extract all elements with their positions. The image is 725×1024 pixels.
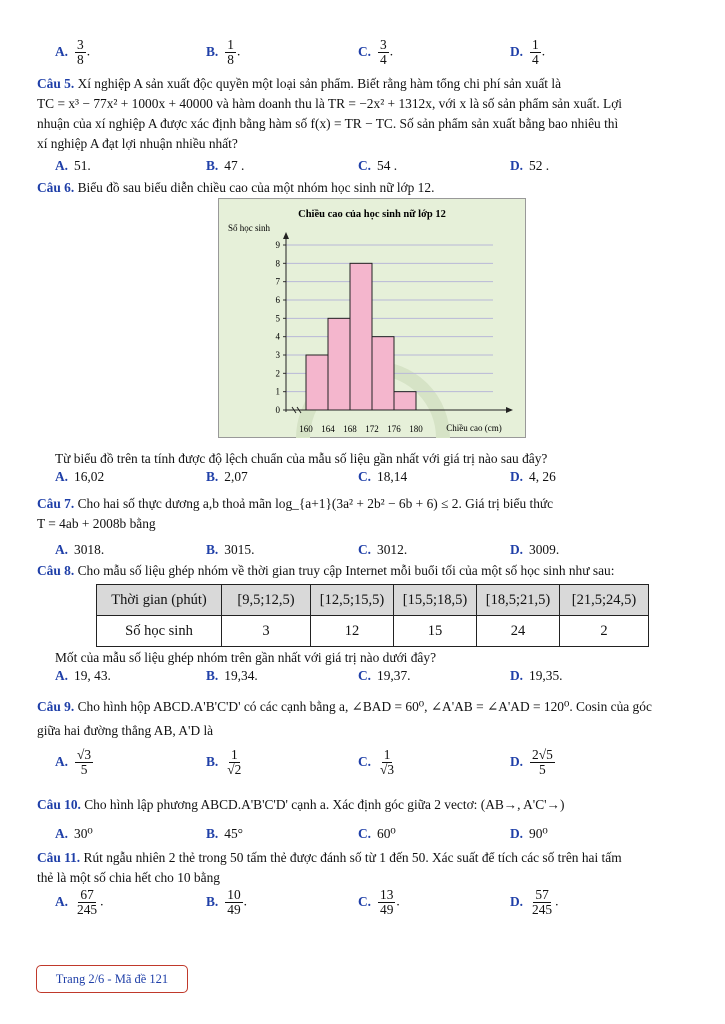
chart-bar	[328, 318, 350, 410]
q8-data-table	[96, 584, 649, 647]
chart-x-tick-label: 160	[299, 424, 313, 434]
table-cell: Số học sinh	[97, 616, 222, 647]
table-header-row	[97, 585, 649, 616]
q11-text: Câu 11. Rút ngẫu nhiên 2 thẻ trong 50 tấm thẻ được đánh số từ 1 đến 50. Xác suất để tích các số trên hai tấm thẻ là một số chia hết cho 10 bằng	[37, 850, 622, 885]
table-header-cell: [15,5;18,5)	[394, 585, 477, 616]
q5-option-a: A. 51.	[55, 158, 91, 173]
chart-title: Chiều cao của học sinh nữ lớp 12	[298, 209, 446, 220]
chart-y-tick-label: 1	[275, 386, 280, 397]
chart-y-tick-label: 3	[275, 350, 280, 360]
q10-text: Câu 10. Cho hình lập phương ABCD.A'B'C'D' cạnh a. Xác định góc giữa 2 vectơ: (AB→, A'C'→)	[37, 797, 565, 812]
q11-option-b: B. $\frac{10}{49}$ .	[206, 887, 248, 918]
chart-y-tick-label: 7	[275, 276, 280, 287]
table-row	[97, 616, 649, 647]
q6-option-b: B. 2,07	[206, 469, 248, 484]
q5-option-b: B. 47 .	[206, 158, 245, 173]
q10-option-b: B. 45°	[206, 826, 244, 841]
q9-option-b: B. $\frac{1}{√2}$	[206, 747, 242, 778]
q5-option-d: D. 52 .	[510, 158, 550, 173]
chart-bar	[394, 392, 416, 410]
table-header-cell: [18,5;21,5)	[477, 585, 560, 616]
q8-option-c: C. 19,37.	[358, 668, 411, 683]
q4-option-a: A. $\frac{3}{8}$ .	[55, 37, 91, 68]
q9-text: Câu 9. Cho hình hộp ABCD.A'B'C'D' có các cạnh bằng a, ∠BAD = 60⁰, ∠A'AB = ∠A'AD = 120⁰. Cosin của góc giữa hai đường thẳng AB, A'D là	[37, 699, 652, 738]
q5-option-c: C. 54 .	[358, 158, 398, 173]
chart-y-tick-label: 5	[275, 313, 280, 324]
chart-y-tick-label: 4	[275, 331, 280, 342]
q8-option-a: A. 19, 43.	[55, 668, 111, 683]
q6-text: Câu 6. Biểu đồ sau biểu diễn chiều cao của một nhóm học sinh nữ lớp 12.	[37, 180, 435, 195]
chart-x-tick-label: 168	[343, 424, 357, 434]
q7-option-c: C. 3012.	[358, 542, 408, 557]
q10-option-a: A. 30⁰	[55, 826, 93, 841]
q4-option-c: C. $\frac{3}{4}$ .	[358, 37, 394, 68]
q11-option-c: C. $\frac{13}{49}$ .	[358, 887, 400, 918]
q4-option-b: B. $\frac{1}{8}$ .	[206, 37, 241, 68]
q7-option-b: B. 3015.	[206, 542, 255, 557]
chart-bar	[372, 337, 394, 410]
q6-option-d: D. 4, 26	[510, 469, 556, 484]
height-histogram-chart	[218, 198, 526, 438]
q9-option-a: A. $\frac{√3}{5}$	[55, 747, 92, 778]
q9-option-c: C. $\frac{1}{√3}$	[358, 747, 395, 778]
chart-ylabel: Số học sinh	[228, 223, 271, 233]
chart-y-tick-label: 6	[275, 295, 280, 305]
table-cell: 15	[394, 616, 477, 647]
chart-x-tick-label: 164	[321, 424, 335, 434]
q7-text: Câu 7. Cho hai số thực dương a,b thoả mãn log_{a+1}(3a² + 2b² − 6b + 6) ≤ 2. Giá trị biểu thức T = 4ab + 2008b bằng	[37, 496, 554, 531]
q6-option-a: A. 16,02	[55, 469, 105, 484]
chart-y-tick-label: 8	[275, 258, 280, 269]
q11-option-a: A. $\frac{67}{245}$ .	[55, 887, 104, 918]
page-footer: Trang 2/6 - Mã đề 121	[36, 965, 188, 993]
chart-y-tick-label: 0	[275, 405, 280, 415]
table-cell: 2	[560, 616, 649, 647]
table-header-cell: Thời gian (phút)	[97, 585, 222, 616]
q8-option-b: B. 19,34.	[206, 668, 258, 683]
chart-x-tick-label: 176	[387, 424, 401, 434]
table-header-cell: [9,5;12,5)	[222, 585, 311, 616]
q5-text: Câu 5. Xí nghiệp A sản xuất độc quyền một loại sản phẩm. Biết rằng hàm tổng chi phí sản xuất là TC = x³ − 77x² + 1000x + 40000 và hàm doanh thu là TR = −2x² + 1312x, với x là số sản phẩm sản xuất. Lợi nhuận của xí nghiệp A được xác định bằng hàm số f(x) = TR − TC. Số sản phẩm sản xuất bằng bao nhiêu thì xí nghiệp A đạt lợi nhuận nhiều nhất?	[37, 76, 623, 151]
q10-option-d: D. 90⁰	[510, 826, 548, 841]
chart-bar	[306, 355, 328, 410]
q8-after-text: Mốt của mẫu số liệu ghép nhóm trên gần nhất với giá trị nào dưới đây?	[55, 650, 437, 665]
table-header-cell: [12,5;15,5)	[311, 585, 394, 616]
q4-option-d: D. $\frac{1}{4}$ .	[510, 37, 546, 68]
chart-xlabel: Chiều cao (cm)	[446, 423, 502, 433]
chart-y-tick-label: 9	[275, 240, 280, 250]
table-cell: 3	[222, 616, 311, 647]
q9-option-d: D. $\frac{2√5}{5}$	[510, 747, 553, 778]
q7-option-a: A. 3018.	[55, 542, 105, 557]
q8-text: Câu 8. Cho mẫu số liệu ghép nhóm về thời gian truy cập Internet mỗi buổi tối của một số học sinh như sau:	[37, 563, 615, 578]
chart-x-tick-label: 172	[365, 424, 379, 434]
q6-option-c: C. 18,14	[358, 469, 408, 484]
q7-option-d: D. 3009.	[510, 542, 560, 557]
q8-option-d: D. 19,35.	[510, 668, 563, 683]
q11-option-d: D. $\frac{57}{245}$ .	[510, 887, 559, 918]
q10-option-c: C. 60⁰	[358, 826, 396, 841]
chart-y-tick-label: 2	[275, 368, 280, 379]
chart-bar	[350, 263, 372, 410]
chart-x-tick-label: 180	[409, 424, 423, 434]
table-header-cell: [21,5;24,5)	[560, 585, 649, 616]
table-cell: 24	[477, 616, 560, 647]
q6-after-text: Từ biểu đồ trên ta tính được độ lệch chuẩn của mẫu số liệu gần nhất với giá trị nào sau đây?	[55, 451, 548, 466]
table-cell: 12	[311, 616, 394, 647]
